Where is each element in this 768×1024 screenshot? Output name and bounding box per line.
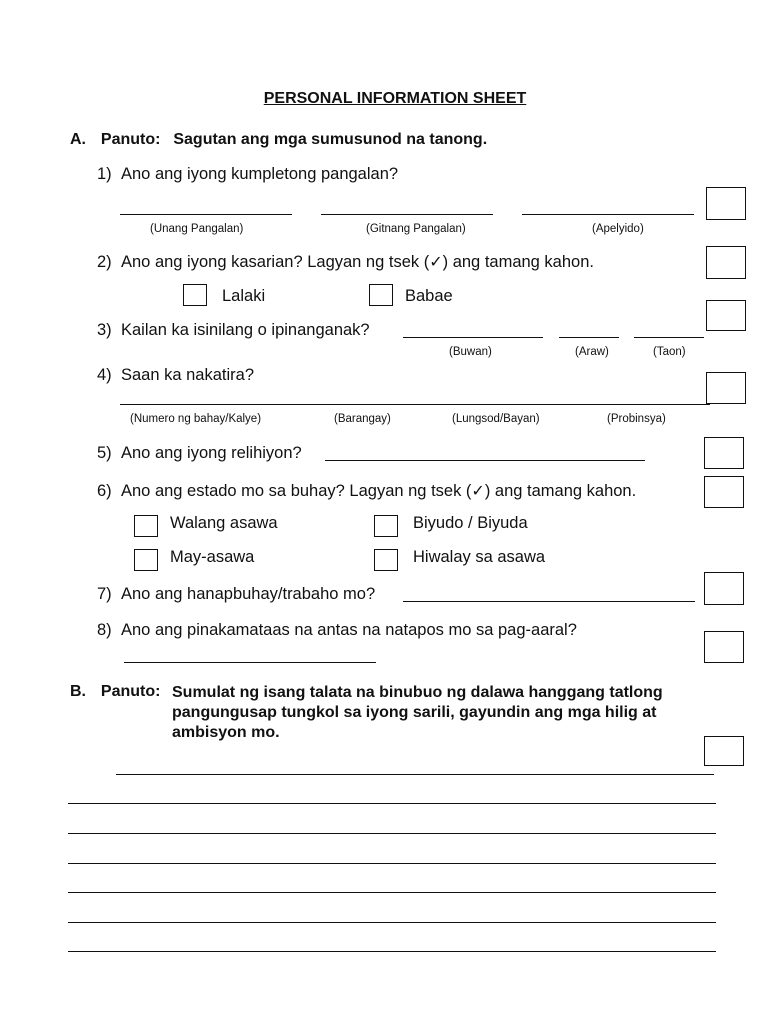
first-name-field[interactable]	[120, 214, 292, 215]
option-babae-label: Babae	[405, 287, 453, 305]
question-8	[97, 621, 577, 640]
writing-line[interactable]	[68, 922, 716, 923]
writing-line[interactable]	[68, 803, 716, 804]
birth-day-field[interactable]	[559, 337, 619, 338]
writing-line[interactable]	[68, 833, 716, 834]
score-box-q6[interactable]	[704, 476, 744, 508]
question-2-number: 2)	[97, 253, 112, 271]
score-box-section-b[interactable]	[704, 736, 744, 766]
score-box-q8[interactable]	[704, 631, 744, 663]
birth-year-label: (Taon)	[653, 346, 686, 358]
checkmark-icon: ✓	[429, 254, 443, 271]
question-2-text-b: ) ang tamang kahon.	[442, 253, 594, 271]
address-city-label: (Lungsod/Bayan)	[452, 413, 540, 425]
question-4-number: 4)	[97, 366, 112, 384]
section-b-instruction	[172, 683, 663, 743]
question-1	[97, 165, 398, 184]
writing-line[interactable]	[116, 774, 714, 775]
question-6-text-a: Ano ang estado mo sa buhay? Lagyan ng tsek (	[121, 482, 472, 500]
question-6	[97, 481, 636, 501]
question-4-text: Saan ka nakatira?	[121, 366, 255, 384]
section-b-heading	[70, 683, 160, 701]
section-b-letter: B.	[70, 683, 86, 700]
question-8-text: Ano ang pinakamataas na antas na natapos mo sa pag-aaral?	[121, 621, 577, 639]
section-a-heading	[70, 131, 487, 149]
score-box-q5[interactable]	[704, 437, 744, 469]
question-7-text: Ano ang hanapbuhay/trabaho mo?	[121, 585, 376, 603]
question-3	[97, 321, 370, 340]
checkmark-icon: ✓	[471, 483, 485, 500]
question-3-text: Kailan ka isinilang o ipinanganak?	[121, 321, 370, 339]
question-5-text: Ano ang iyong relihiyon?	[121, 444, 302, 462]
checkbox-may-asawa[interactable]	[134, 549, 158, 571]
religion-field[interactable]	[325, 460, 645, 461]
page-title: PERSONAL INFORMATION SHEET	[263, 90, 527, 107]
score-box-q7[interactable]	[704, 572, 744, 605]
question-6-text-b: ) ang tamang kahon.	[484, 482, 637, 500]
section-a-letter: A.	[70, 131, 86, 148]
checkbox-biyudo[interactable]	[374, 515, 398, 537]
score-box-q2b[interactable]	[706, 300, 746, 331]
section-b-instruction-line: ambisyon mo.	[172, 724, 280, 741]
section-b-panuto: Panuto:	[100, 683, 161, 700]
birth-year-field[interactable]	[634, 337, 704, 338]
question-6-number: 6)	[97, 482, 112, 500]
option-walang-asawa-label: Walang asawa	[170, 514, 278, 532]
writing-line[interactable]	[68, 863, 716, 864]
option-may-asawa-label: May-asawa	[170, 548, 255, 566]
question-7	[97, 585, 375, 604]
section-a-instruction: Sagutan ang mga sumusunod na tanong.	[173, 131, 488, 148]
question-7-number: 7)	[97, 585, 112, 603]
checkbox-walang-asawa[interactable]	[134, 515, 158, 537]
section-b-instruction-line: Sumulat ng isang talata na binubuo ng dalawa hanggang tatlong	[172, 684, 663, 701]
score-box-q4[interactable]	[706, 372, 746, 404]
writing-line[interactable]	[68, 951, 716, 952]
middle-name-label: (Gitnang Pangalan)	[366, 223, 466, 235]
section-b-instruction-line: pangungusap tungkol sa iyong sarili, gayundin ang mga hilig at	[172, 704, 657, 721]
address-field[interactable]	[120, 404, 710, 405]
question-5	[97, 444, 302, 463]
checkbox-lalaki[interactable]	[183, 284, 207, 306]
last-name-label: (Apelyido)	[592, 223, 644, 235]
middle-name-field[interactable]	[321, 214, 493, 215]
address-street-label: (Numero ng bahay/Kalye)	[130, 413, 262, 425]
writing-line[interactable]	[68, 892, 716, 893]
score-box-q2[interactable]	[706, 246, 746, 279]
checkbox-hiwalay[interactable]	[374, 549, 398, 571]
question-2-text-a: Ano ang iyong kasarian? Lagyan ng tsek (	[121, 253, 430, 271]
option-biyudo-label: Biyudo / Biyuda	[413, 514, 528, 532]
option-hiwalay-label: Hiwalay sa asawa	[413, 548, 546, 566]
education-field[interactable]	[124, 662, 376, 663]
question-8-number: 8)	[97, 621, 112, 639]
question-3-number: 3)	[97, 321, 112, 339]
address-barangay-label: (Barangay)	[334, 413, 391, 425]
option-lalaki-label: Lalaki	[222, 287, 266, 305]
question-1-text: Ano ang iyong kumpletong pangalan?	[121, 165, 399, 183]
birth-month-field[interactable]	[403, 337, 543, 338]
question-1-number: 1)	[97, 165, 112, 183]
score-box-q1[interactable]	[706, 187, 746, 220]
section-a-panuto: Panuto:	[100, 131, 161, 148]
occupation-field[interactable]	[403, 601, 695, 602]
birth-month-label: (Buwan)	[449, 346, 492, 358]
question-2	[97, 252, 594, 272]
checkbox-babae[interactable]	[369, 284, 393, 306]
first-name-label: (Unang Pangalan)	[150, 223, 244, 235]
question-5-number: 5)	[97, 444, 112, 462]
last-name-field[interactable]	[522, 214, 694, 215]
question-4	[97, 366, 254, 385]
address-province-label: (Probinsya)	[607, 413, 666, 425]
birth-day-label: (Araw)	[575, 346, 609, 358]
